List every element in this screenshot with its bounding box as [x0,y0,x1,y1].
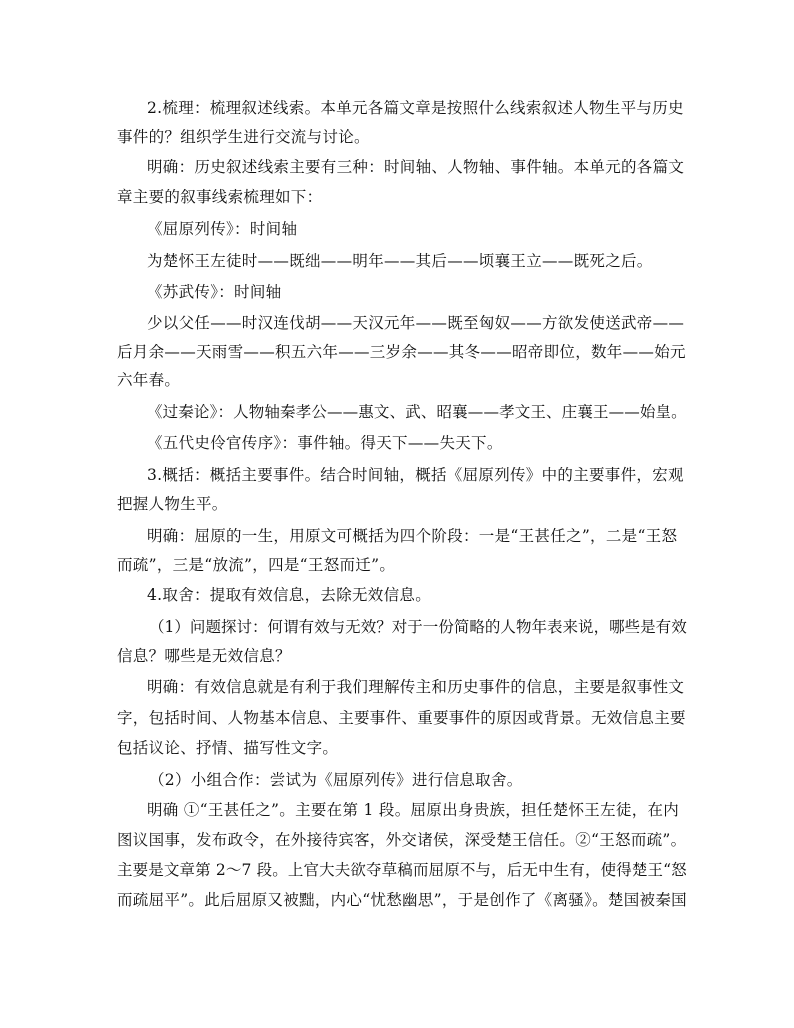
paragraph-line: 少以父任——时汉连伐胡——天汉元年——既至匈奴——方欲发使送武帝—— [147,314,685,332]
paragraph-line: 图议国事，发布政令，在外接待宾客，外交诸侯，深受楚王信任。②“王怒而疏”。 [117,831,687,849]
paragraph-line: 章主要的叙事线索梳理如下： [117,188,323,206]
paragraph-line: 2.梳理：梳理叙述线索。本单元各篇文章是按照什么线索叙述人物生平与历史 [147,99,684,117]
paragraph-line: 《过秦论》：人物轴秦孝公——惠文、武、昭襄——孝文王、庄襄王——始皇。 [147,403,687,421]
paragraph-line: 明确：历史叙述线索主要有三种：时间轴、人物轴、事件轴。本单元的各篇文 [147,158,685,176]
paragraph-line: 事件的？组织学生进行交流与讨论。 [117,128,370,146]
paragraph-line: 把握人物生平。 [117,495,228,513]
paragraph-line: 4.取舍：提取有效信息，去除无效信息。 [147,586,431,604]
paragraph-line: 《五代史伶官传序》：事件轴。得天下——失天下。 [147,434,503,452]
paragraph-line: 包括议论、抒情、描写性文字。 [117,739,339,757]
paragraph-line: 明确 ①“王甚任之”。主要在第 1 段。屈原出身贵族，担任楚怀王左徒，在内 [147,801,680,819]
paragraph-line: （1）问题探讨：何谓有效与无效？对于一份简略的人物年表来说，哪些是有效 [149,618,687,636]
paragraph-line: 明确：有效信息就是有利于我们理解传主和历史事件的信息，主要是叙事性文 [147,678,685,696]
paragraph-line: 而疏屈平”。此后屈原又被黜，内心“忧愁幽思”，于是创作了《离骚》。楚国被秦国 [117,891,687,909]
paragraph-line: 《屈原列传》：时间轴 [147,220,298,238]
paragraph-line: 明确：屈原的一生，用原文可概括为四个阶段：一是“王甚任之”，二是“王怒 [147,527,678,545]
paragraph-line: 信息？哪些是无效信息？ [117,647,291,665]
paragraph-line: 主要是文章第 2～7 段。上官大夫欲夺草稿而屈原不与，后无中生有，使得楚王“怒 [117,861,687,879]
paragraph-line: 《苏武传》：时间轴 [147,283,282,301]
paragraph-line: 六年春。 [117,371,181,389]
paragraph-line: 字，包括时间、人物基本信息、主要事件、重要事件的原因或背景。无效信息主要 [117,709,686,727]
paragraph-line: 后月余——天雨雪——积五六年——三岁余——其冬——昭帝即位，数年——始元 [117,343,686,361]
paragraph-line: 而疏”，三是“放流”，四是“王怒而迁”。 [117,556,396,574]
paragraph-line: 为楚怀王左徒时——既绌——明年——其后——顷襄王立——既死之后。 [147,252,653,270]
paragraph-line: 3.概括：概括主要事件。结合时间轴，概括《屈原列传》中的主要事件，宏观 [147,466,684,484]
paragraph-line: （2）小组合作：尝试为《屈原列传》进行信息取舍。 [149,771,523,789]
